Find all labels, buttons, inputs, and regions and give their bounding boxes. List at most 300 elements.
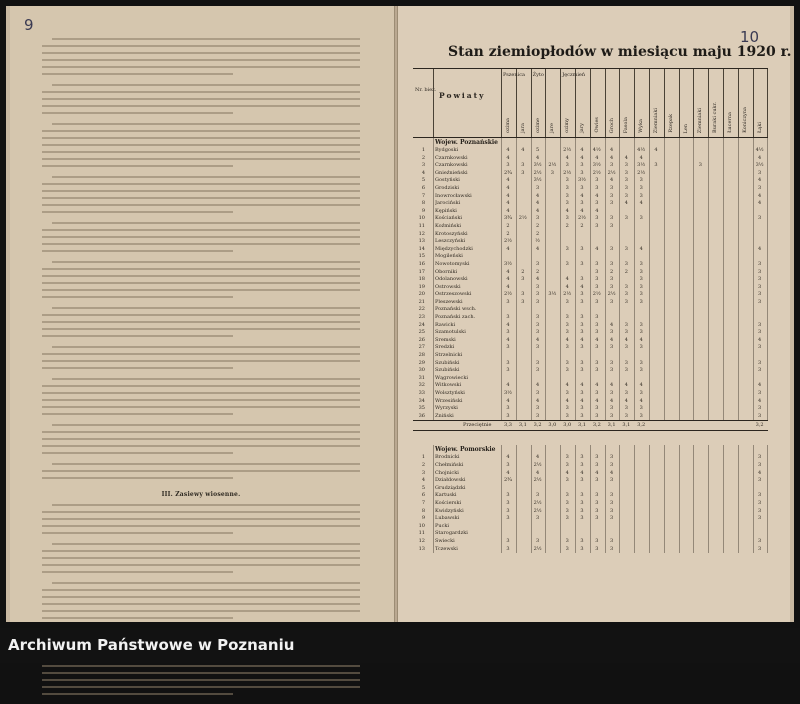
text-line	[42, 183, 360, 185]
cell-value: 3	[565, 545, 569, 552]
cell-value: 3	[595, 545, 599, 552]
table-header	[413, 68, 768, 138]
cell-value: 4	[595, 469, 599, 476]
section-heading: Wojew. Pomorskie	[435, 446, 496, 454]
row-number: 7	[421, 192, 425, 199]
text-line	[42, 91, 360, 93]
district-name: Pucki	[435, 522, 450, 529]
cell-value: 3	[758, 359, 762, 366]
text-line	[42, 211, 233, 213]
text-line	[42, 151, 360, 153]
cell-value: 3	[639, 390, 643, 396]
cell-value: 3	[580, 537, 584, 544]
cell-value: 3	[565, 405, 569, 412]
cell-value: 3	[595, 477, 599, 484]
archive-name: Archiwum Państwowe w Poznaniu	[8, 636, 295, 654]
cell-value: 3	[536, 184, 540, 191]
cell-value: 3	[624, 329, 628, 336]
column-group-label: Pszenica	[503, 72, 525, 78]
summary-value: 3,1	[622, 422, 631, 429]
column-label: Łucerna	[727, 112, 733, 133]
text-line	[42, 596, 360, 598]
cell-value: 4	[506, 184, 510, 191]
cell-value: 3	[610, 412, 614, 419]
cell-value: 3	[506, 329, 510, 336]
cell-value: 3	[565, 177, 569, 184]
cell-value: 3	[624, 321, 628, 328]
cell-value: 3½	[755, 162, 764, 169]
row-number: 13	[418, 545, 425, 552]
cell-value: 4	[506, 207, 510, 214]
column-label: Rzepak	[667, 114, 674, 133]
cell-value: 2½	[607, 291, 616, 298]
text-line	[42, 617, 233, 619]
cell-value: 3	[565, 344, 569, 351]
cell-value: 3	[610, 537, 614, 544]
cell-value: 3	[580, 200, 584, 207]
cell-value: 2½	[548, 162, 557, 169]
cell-value: 4	[758, 382, 762, 389]
cell-value: 4	[595, 336, 599, 343]
cell-value: 3	[595, 260, 599, 267]
cell-value: 3	[580, 344, 584, 351]
cell-value: 4	[654, 147, 658, 153]
district-name: Mogileński	[435, 253, 463, 260]
cell-value: 3	[595, 537, 599, 544]
row-number: 2	[421, 154, 425, 161]
cell-value: 3	[565, 329, 569, 336]
cell-value: 4	[536, 469, 540, 476]
row-number: 33	[418, 390, 425, 396]
cell-value: 3	[506, 545, 510, 552]
cell-value: 2½	[563, 169, 572, 176]
text-line	[42, 296, 233, 298]
text-line	[42, 550, 360, 552]
column-label: Groch	[608, 117, 615, 133]
text-line	[42, 438, 360, 440]
cell-value: 3	[521, 291, 525, 298]
cell-value: 2	[565, 222, 569, 229]
column-label: jara	[519, 123, 526, 133]
cell-value: 3	[610, 200, 614, 207]
cell-value: 3	[758, 215, 762, 222]
cell-value: 4	[565, 469, 569, 476]
cell-value: 3	[595, 329, 599, 336]
cell-value: 2	[580, 222, 584, 229]
text-line	[42, 236, 360, 238]
cell-value: 4	[506, 283, 510, 290]
cell-value: 3	[595, 390, 599, 396]
text-line	[42, 335, 233, 337]
header-nr: Nr. bież.	[415, 87, 437, 93]
cell-value: 2¾	[503, 477, 513, 484]
cell-value: 3	[639, 260, 643, 267]
row-number: 8	[421, 200, 425, 207]
cell-value: 3	[580, 291, 584, 298]
cell-value: 3	[595, 184, 599, 191]
left-page-number: 9	[24, 16, 34, 34]
cell-value: 3	[565, 461, 569, 468]
cell-value: 3	[595, 367, 599, 374]
cell-value: 3	[624, 291, 628, 298]
cell-value: 3	[565, 184, 569, 191]
cell-value: 3	[565, 215, 569, 222]
cell-value: 3	[610, 192, 614, 199]
cell-value: 3	[624, 298, 628, 305]
text-line	[42, 610, 360, 612]
district-name: Tczewski	[435, 545, 458, 552]
district-name: Lubawski	[435, 515, 460, 522]
cell-value: 4	[639, 397, 643, 404]
cell-value: 3	[758, 405, 762, 412]
column-label: Owies	[593, 117, 600, 133]
cell-value: 3	[639, 321, 643, 328]
cell-value: 3	[639, 344, 643, 351]
cell-value: 2	[506, 222, 510, 229]
cell-value: 4	[565, 382, 569, 389]
text-line	[42, 59, 360, 61]
district-name: Witkowski	[435, 382, 462, 389]
cell-value: 4	[580, 382, 584, 389]
cell-value: 3	[506, 359, 510, 366]
cell-value: 3	[610, 492, 614, 499]
cell-value: 4	[758, 192, 762, 199]
district-name: Działdowski	[435, 477, 466, 484]
row-number: 20	[418, 291, 425, 298]
cell-value: 3	[595, 298, 599, 305]
row-number: 18	[418, 276, 425, 283]
district-name: Ostrzeszowski	[435, 291, 472, 298]
text-line	[42, 130, 360, 132]
cell-value: 3	[580, 314, 584, 321]
cell-value: 4	[536, 192, 540, 199]
district-name: Starogardzki	[435, 530, 468, 537]
cell-value: 3	[506, 367, 510, 374]
cell-value: 3	[550, 169, 554, 176]
cell-value: 2½	[533, 545, 542, 552]
row-number: 16	[418, 260, 425, 267]
cell-value: 3	[624, 177, 628, 184]
district-name: Wrzesiński	[435, 397, 463, 404]
cell-value: 3	[536, 260, 540, 267]
cell-value: 3	[580, 545, 584, 552]
text-line	[42, 518, 360, 520]
cell-value: 3	[565, 477, 569, 484]
cell-value: 3	[610, 454, 614, 461]
cell-value: 3	[580, 329, 584, 336]
cell-value: 3	[580, 515, 584, 522]
cell-value: 4	[624, 336, 628, 343]
cell-value: 3	[565, 298, 569, 305]
cell-value: 3	[595, 405, 599, 412]
cell-value: 3½	[503, 390, 513, 396]
cell-value: 3	[758, 545, 762, 552]
cell-value: 3	[536, 515, 540, 522]
cell-value: 3	[639, 291, 643, 298]
district-name: Gostyński	[435, 177, 460, 184]
cell-value: 4	[536, 397, 540, 404]
text-line	[42, 282, 360, 284]
cell-value: 3	[565, 200, 569, 207]
cell-value: 3	[536, 321, 540, 328]
column-group-label: Żyto	[532, 72, 544, 78]
district-name: Żniński	[435, 412, 454, 419]
cell-value: 3	[580, 169, 584, 176]
text-line	[52, 543, 360, 545]
cell-value: 4	[624, 200, 628, 207]
district-name: Strzelnicki	[435, 352, 463, 359]
cell-value: 4	[506, 154, 510, 161]
cell-value: 3½	[548, 291, 557, 298]
cell-value: 4	[610, 177, 614, 184]
cell-value: 2	[624, 268, 628, 275]
summary-value: 3,2	[533, 422, 542, 429]
text-line	[52, 346, 360, 348]
cell-value: 3	[506, 515, 510, 522]
cell-value: 3	[610, 245, 614, 252]
text-line	[42, 190, 360, 192]
cell-value: 3	[758, 492, 762, 499]
cell-value: 3	[758, 390, 762, 396]
cell-value: 3	[639, 298, 643, 305]
text-line	[42, 686, 360, 688]
row-number: 9	[421, 207, 425, 214]
text-line	[42, 557, 360, 559]
row-number: 12	[418, 537, 425, 544]
cell-value: 3	[610, 507, 614, 514]
text-line	[42, 385, 360, 387]
district-name: Jarociński	[435, 200, 461, 207]
cell-value: 3	[536, 344, 540, 351]
cell-value: 3	[506, 405, 510, 412]
cell-value: 3	[580, 276, 584, 283]
cell-value: 3	[758, 537, 762, 544]
cell-value: 4	[521, 147, 525, 153]
cell-value: 3	[595, 283, 599, 290]
text-line	[42, 392, 360, 394]
district-name: Wągrowiecki	[435, 374, 468, 381]
cell-value: 4	[610, 321, 614, 328]
cell-value: 4	[536, 200, 540, 207]
text-line	[42, 204, 360, 206]
cell-value: 3	[580, 405, 584, 412]
text-line	[42, 452, 233, 454]
left-page-text	[42, 38, 360, 704]
cell-value: 3	[595, 177, 599, 184]
text-line	[52, 582, 360, 584]
text-line	[42, 314, 360, 316]
text-line	[42, 367, 233, 369]
cell-value: 3	[506, 461, 510, 468]
summary-value: 3,3	[504, 422, 512, 429]
cell-value: 4	[536, 454, 540, 461]
cell-value: 3	[758, 344, 762, 351]
cell-value: 3	[595, 499, 599, 506]
cell-value: 3	[610, 329, 614, 336]
text-line	[42, 564, 360, 566]
cell-value: 3	[536, 298, 540, 305]
cell-value: 3	[758, 298, 762, 305]
cell-value: 4	[506, 454, 510, 461]
cell-value: 3	[595, 215, 599, 222]
district-name: Nowotomyski	[435, 260, 470, 267]
cell-value: 4	[595, 245, 599, 252]
cell-value: 4	[536, 276, 540, 283]
crop-condition-table	[413, 68, 768, 553]
cell-value: 4	[610, 397, 614, 404]
cell-value: 3	[758, 507, 762, 514]
cell-value: 2½	[533, 461, 542, 468]
cell-value: 3	[639, 177, 643, 184]
summary-value: 3,2	[592, 422, 601, 429]
row-number: 1	[421, 147, 425, 153]
cell-value: 2	[536, 268, 540, 275]
cell-value: 2½	[592, 291, 601, 298]
cell-value: 4	[506, 276, 510, 283]
row-number: 32	[418, 382, 425, 389]
row-number: 19	[418, 283, 425, 290]
cell-value: 3	[758, 291, 762, 298]
cell-value: 2½	[607, 169, 616, 176]
text-line	[42, 413, 233, 415]
text-line	[42, 672, 360, 674]
cell-value: 3	[565, 499, 569, 506]
cell-value: 3	[610, 283, 614, 290]
district-name: Gnieźnieński	[435, 169, 468, 176]
text-line	[42, 571, 233, 573]
cell-value: 3	[639, 215, 643, 222]
district-name: Poznański wsch.	[435, 306, 477, 313]
text-line	[52, 38, 360, 40]
cell-value: 4½	[592, 147, 601, 153]
column-label: Fasola	[623, 116, 630, 133]
right-page-number: 10	[740, 28, 760, 46]
cell-value: 3	[610, 222, 614, 229]
cell-value: 3	[595, 314, 599, 321]
cell-value: 3	[639, 367, 643, 374]
row-number: 28	[418, 352, 425, 359]
column-label: Len	[682, 123, 689, 133]
cell-value: 3	[639, 359, 643, 366]
cell-value: 3	[654, 162, 658, 169]
text-line	[52, 84, 360, 86]
cell-value: 3	[624, 162, 628, 169]
cell-value: 4	[639, 154, 643, 161]
cell-value: 3½	[533, 177, 542, 184]
cell-value: 4	[506, 147, 510, 153]
cell-value: 3	[624, 390, 628, 396]
cell-value: 3	[536, 537, 540, 544]
cell-value: 4	[580, 207, 584, 214]
cell-value: 3	[758, 321, 762, 328]
cell-value: 3	[536, 390, 540, 396]
district-name: Chełmiński	[435, 461, 464, 468]
archive-footer-bar	[0, 628, 800, 663]
cell-value: 3	[580, 477, 584, 484]
text-line	[52, 378, 360, 380]
text-line	[42, 511, 360, 513]
cell-value: 3	[506, 492, 510, 499]
cell-value: 3	[536, 314, 540, 321]
district-name: Leszczyński	[435, 238, 466, 245]
cell-value: 4	[580, 336, 584, 343]
cell-value: 3	[521, 276, 525, 283]
cell-value: 4	[506, 336, 510, 343]
cell-value: 3	[595, 276, 599, 283]
cell-value: 4½	[637, 147, 646, 153]
cell-value: 2½	[533, 499, 542, 506]
cell-value: 3	[624, 260, 628, 267]
text-line	[42, 431, 360, 433]
cell-value: 4	[580, 283, 584, 290]
header-powiaty: Powiaty	[439, 91, 486, 100]
district-name: Koźmiński	[435, 222, 462, 229]
cell-value: 2½	[563, 147, 572, 153]
district-name: Chojnicki	[435, 469, 459, 476]
column-label: ozimy	[564, 118, 571, 133]
column-label: Łąki	[756, 122, 763, 133]
cell-value: 3	[506, 298, 510, 305]
district-name: Kościerski	[435, 499, 462, 506]
text-line	[42, 275, 360, 277]
district-name: Oborniki	[435, 268, 458, 275]
cell-value: 4	[595, 397, 599, 404]
cell-value: 3	[536, 492, 540, 499]
cell-value: 3	[536, 291, 540, 298]
cell-value: 4	[536, 245, 540, 252]
cell-value: 3	[610, 260, 614, 267]
cell-value: 4	[506, 321, 510, 328]
text-line	[42, 532, 233, 534]
cell-value: 3	[595, 515, 599, 522]
cell-value: 3	[758, 184, 762, 191]
cell-value: 3½	[577, 177, 587, 184]
cell-value: 3	[610, 461, 614, 468]
cell-value: 3	[506, 162, 510, 169]
text-line	[42, 289, 360, 291]
cell-value: 4	[624, 382, 628, 389]
cell-value: 2	[521, 268, 525, 275]
district-name: Kartuski	[435, 492, 457, 499]
district-name: Bydgoski	[435, 147, 459, 153]
district-name: Szubiński	[435, 359, 460, 366]
text-line	[52, 463, 360, 465]
cell-value: 3	[639, 268, 643, 275]
district-name: Pleszewski	[435, 298, 463, 305]
cell-value: 3	[758, 454, 762, 461]
cell-value: 3	[565, 162, 569, 169]
row-number: 34	[418, 397, 425, 404]
cell-value: 3	[580, 367, 584, 374]
cell-value: 3	[536, 283, 540, 290]
district-name: Grudziądzki	[435, 484, 466, 491]
cell-value: 3½	[592, 162, 601, 169]
text-line	[52, 307, 360, 309]
cell-value: 3½	[637, 162, 646, 169]
column-label: ozima	[505, 118, 511, 133]
row-number: 5	[421, 484, 425, 491]
row-number: 3	[421, 469, 425, 476]
cell-value: 3	[595, 461, 599, 468]
district-name: Śremski	[435, 336, 456, 343]
cell-value: 4	[565, 397, 569, 404]
text-line	[42, 45, 360, 47]
cell-value: 3	[565, 537, 569, 544]
cell-value: 3	[610, 545, 614, 552]
cell-value: 4	[580, 147, 584, 153]
cell-value: 3	[536, 412, 540, 419]
text-line	[42, 445, 360, 447]
